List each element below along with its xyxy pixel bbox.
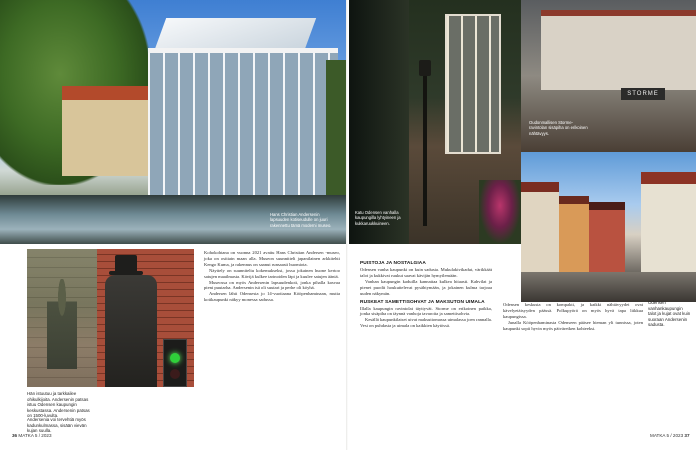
left-magazine-name: MATKA — [18, 433, 34, 438]
article-paragraph: Vanhan kaupungin kaduilla kannattaa kulkea hitaasti. Kahvilat ja pienet puodit houkuttelevat pysähtymään, ja jokainen kulma tarjoaa uuden näkymän. — [360, 278, 492, 296]
right-footer — [650, 433, 690, 438]
lamp-caption: Katu Odensen vanhalla kaupungilla lyhtyineen ja kukkaruukkuineen. — [355, 210, 401, 226]
brick-wall-photo — [97, 249, 194, 387]
street-caption: Odensen vanhankaupungin talot ja kujat ovat kuin suoraan Andersenin sadusta. — [648, 300, 691, 328]
right-heading-1: PUISTOJA JA NOSTALGIAA — [360, 261, 426, 266]
glass-roof-shape — [154, 18, 316, 52]
street-lamp-photo — [349, 0, 521, 244]
courtyard-building-shape — [541, 10, 696, 90]
left-issue: 5 / 2023 — [34, 433, 52, 438]
right-article-column-3 — [503, 302, 643, 332]
tree-right-shape — [326, 60, 346, 210]
street-lamp-shape — [419, 60, 431, 76]
road-shape — [521, 272, 696, 302]
green-light-shape — [170, 353, 180, 363]
right-page-number: 37 — [684, 433, 690, 438]
old-house-shape — [62, 86, 154, 176]
house-shape — [589, 202, 625, 272]
right-column-2-body — [360, 306, 492, 330]
window-shape — [445, 14, 501, 154]
left-article-column — [204, 250, 340, 303]
left-page-number: 36 — [12, 433, 18, 438]
article-paragraph: Kohokohtana on vuonna 2021 avattu Hans Christian Andersen -museo, joka on osittain maan alla. Museon suunnitteli japanilainen arkkitehti Kengo Kuma, ja rakennus on saanut runsaasti huomiota. — [204, 250, 340, 267]
right-magazine-name: MATKA — [650, 433, 666, 438]
right-column-1-body — [360, 267, 492, 297]
statue-caption: Hän istuutuu ja tarkkailee ohikulkijoita. Andersenin patsas istuu Odensen kaupungin keskustassa. Andersenin patsas on 1500-luvulta. — [27, 391, 90, 419]
article-paragraph: Museossa on myös Andersenin lapsuudenkoti, jonka pihalla kasvaa pieni puutarha. Andersenin isä oli suutari ja perhe oli köyhä. — [204, 279, 340, 291]
red-light-shape — [170, 369, 180, 379]
museum-building-photo — [0, 0, 346, 244]
article-paragraph: Odensen keskusta on kompakti, ja kaikki nähtävyydet ovat kävelyetäisyyden päässä. Polkupyörä on myös hyvä tapa liikkua kaupungissa. — [503, 302, 643, 319]
brick-caption: Andersenia voi tervehtiä myös kadunkulmassa, sisään vievän kujan suulla. — [27, 417, 87, 434]
house-shape — [521, 182, 559, 272]
article-paragraph: Andersen lähti Odensesta jo 14-vuotiaana Kööpenhaminaan, mutta kotikaupunki näkyy monessa sadussa. — [204, 291, 340, 303]
right-heading-2: RUSKEAT SAMETTISOHVAT JA MAKSUTON UIMALA — [360, 299, 485, 305]
article-paragraph: Kesällä kaupunkilaiset uivat maksuttomassa uimalassa joen rannalla. Vesi on puhdasta ja uimala on kaikkien käytössä. — [360, 317, 492, 329]
glass-pavilion-shape — [148, 48, 338, 198]
flower-pot-shape — [479, 180, 521, 244]
statue-photo — [27, 249, 97, 387]
building-caption: Hans Christian Andersenin lapsuuden kotiseudulle on juuri rakennettu tämä moderni museo. — [270, 212, 332, 228]
traffic-light-shape — [163, 339, 187, 387]
storme-sign: STORME — [621, 88, 665, 100]
left-footer — [12, 433, 52, 438]
storme-caption: Oudonmallisen Storme-ravintolan sisäpiha on erikoinen nähtävyys. — [529, 120, 588, 136]
hat-brim-shape — [109, 271, 143, 275]
statue-figure-shape — [47, 279, 77, 369]
article-paragraph: Odensen vanha kaupunki on kuin sadusta. Mukulakivikadut, värikkäät talot ja kukkivat ruukut saavat kävijän hymyilemään. — [360, 267, 492, 278]
lamp-pole-shape — [423, 76, 427, 226]
old-town-street-photo — [521, 152, 696, 302]
house-shape — [641, 172, 696, 272]
right-article-column-1 — [360, 258, 492, 329]
dark-wall-shape — [349, 0, 409, 244]
house-shape — [559, 196, 589, 272]
storme-courtyard-photo — [521, 0, 696, 152]
article-paragraph: Illalla kaupungin ravintolat täyttyvät. Storme on erikoinen paikka, jonka sisäpiha on täynnä vanhoja tavaroita ja samettisohvia. — [360, 305, 492, 317]
article-paragraph: Näyttely on suunniteltu kokemukseksi, jossa jokainen huone kertoo satujen maailmasta. Kävijä kulkee tarinoiden läpi ja kuulee satujen ääniä. — [204, 267, 340, 279]
article-paragraph: Junalla Kööpenhaminasta Odenseen pääsee hieman yli tunnissa, joten kaupunki sopii hyvin myös päiväretken kohteeksi. — [503, 319, 643, 331]
figure-coat-shape — [105, 275, 157, 387]
right-issue: 5 / 2023 — [666, 433, 684, 438]
